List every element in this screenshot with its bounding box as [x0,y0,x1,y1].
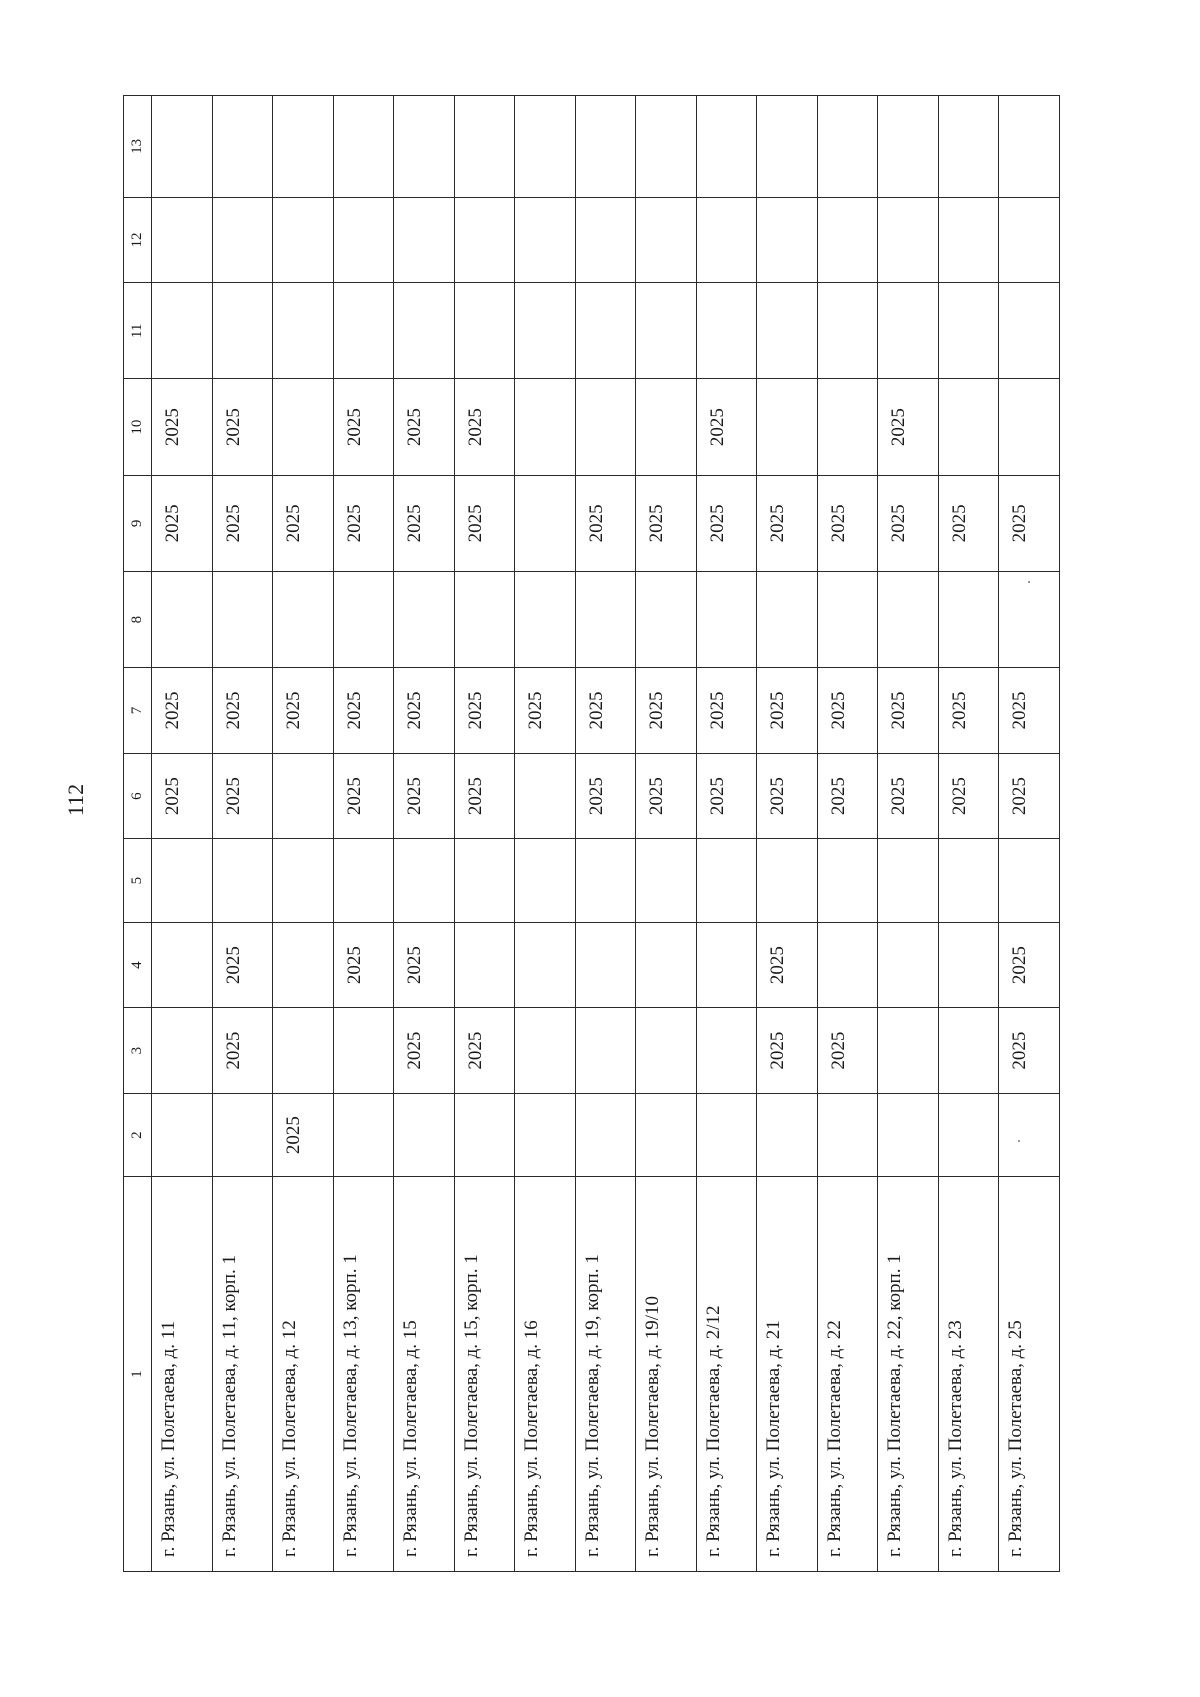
year-cell: 2025 [757,668,818,754]
year-cell [152,839,213,922]
year-cell [212,839,273,922]
year-cell [273,283,334,379]
year-cell [212,283,273,379]
year-cell [817,572,878,668]
year-cell: 2025 [212,475,273,571]
year-cell [757,839,818,922]
address-cell: г. Рязань, ул. Полетаева, д. 12 [273,1177,334,1572]
year-cell: 2025 [938,668,999,754]
year-cell [757,283,818,379]
year-cell [212,96,273,198]
address-cell: г. Рязань, ул. Полетаева, д. 19/10 [636,1177,697,1572]
year-cell: 2025 [454,668,515,754]
address-cell: г. Рязань, ул. Полетаева, д. 11 [152,1177,213,1572]
year-cell: 2025 [817,1008,878,1094]
year-cell: 2025 [212,922,273,1008]
year-cell [938,839,999,922]
year-cell [273,753,334,839]
table-row [212,96,273,1572]
year-cell: 2025 [757,475,818,571]
year-cell: 2025 [394,753,455,839]
table-row [999,96,1060,1572]
column-number-row [124,96,152,1572]
year-cell: 2025 [212,753,273,839]
year-cell [273,572,334,668]
year-cell [636,1093,697,1176]
table-row [938,96,999,1572]
column-number: 4 [124,922,152,1008]
year-cell: 2025 [394,379,455,475]
year-cell [212,572,273,668]
year-cell [454,96,515,198]
year-cell [333,1093,394,1176]
year-cell [636,572,697,668]
year-cell [394,839,455,922]
year-cell: 2025 [817,753,878,839]
year-cell [938,283,999,379]
column-number: 8 [124,572,152,668]
year-cell [394,197,455,283]
year-cell [273,96,334,198]
year-cell [575,922,636,1008]
year-cell [575,379,636,475]
year-cell [878,572,939,668]
address-cell: г. Рязань, ул. Полетаева, д. 22, корп. 1 [878,1177,939,1572]
year-cell [817,96,878,198]
year-cell [878,1093,939,1176]
year-cell [152,922,213,1008]
year-cell: 2025 [152,379,213,475]
year-cell [333,96,394,198]
page-number: 112 [63,783,88,817]
year-cell [212,1093,273,1176]
year-cell [575,1008,636,1094]
scan-speck [1028,581,1030,583]
year-cell: 2025 [333,379,394,475]
year-cell [696,839,757,922]
year-cell [757,197,818,283]
year-cell [878,283,939,379]
year-cell [999,96,1060,198]
column-number: 10 [124,379,152,475]
year-cell: 2025 [333,753,394,839]
year-cell [152,197,213,283]
year-cell: 2025 [575,668,636,754]
year-cell [636,283,697,379]
year-cell: 2025 [152,668,213,754]
year-cell [152,96,213,198]
year-cell [938,922,999,1008]
year-cell: 2025 [454,753,515,839]
year-cell [938,96,999,198]
column-number: 6 [124,753,152,839]
year-cell: 2025 [696,379,757,475]
address-cell: г. Рязань, ул. Полетаева, д. 11, корп. 1 [212,1177,273,1572]
year-cell [273,197,334,283]
column-number: 2 [124,1093,152,1176]
year-cell [273,839,334,922]
year-cell: 2025 [212,379,273,475]
year-cell [333,1008,394,1094]
year-cell: 2025 [636,753,697,839]
year-cell [696,1093,757,1176]
table-row [878,96,939,1572]
year-cell [878,197,939,283]
year-cell: 2025 [394,1008,455,1094]
year-cell [273,379,334,475]
year-cell: 2025 [696,668,757,754]
year-cell: 2025 [152,475,213,571]
year-cell [575,1093,636,1176]
table-row [394,96,455,1572]
column-number: 1 [124,1177,152,1572]
table-row [333,96,394,1572]
year-cell: 2025 [999,922,1060,1008]
year-cell [636,922,697,1008]
year-cell [515,753,576,839]
year-cell: 2025 [333,922,394,1008]
address-cell: г. Рязань, ул. Полетаева, д. 19, корп. 1 [575,1177,636,1572]
year-cell [878,1008,939,1094]
year-cell [757,379,818,475]
year-cell: 2025 [999,668,1060,754]
year-cell: 2025 [696,475,757,571]
address-cell: г. Рязань, ул. Полетаева, д. 2/12 [696,1177,757,1572]
year-cell [152,283,213,379]
year-cell [817,1093,878,1176]
year-cell [817,197,878,283]
year-cell [212,197,273,283]
year-cell [515,283,576,379]
year-cell [515,96,576,198]
table-body [152,96,1060,1572]
year-cell: 2025 [273,475,334,571]
year-cell [575,283,636,379]
year-cell [938,1008,999,1094]
year-cell: 2025 [515,668,576,754]
year-cell [999,839,1060,922]
year-cell [999,283,1060,379]
year-cell [394,283,455,379]
table-row [817,96,878,1572]
year-cell [938,572,999,668]
year-cell: 2025 [757,922,818,1008]
year-cell: 2025 [938,475,999,571]
column-number: 13 [124,96,152,198]
year-cell: 2025 [273,1093,334,1176]
year-cell: 2025 [333,475,394,571]
year-cell [757,96,818,198]
column-number: 7 [124,668,152,754]
year-cell [999,197,1060,283]
year-cell [696,96,757,198]
year-cell: 2025 [938,753,999,839]
year-cell [757,1093,818,1176]
year-cell [757,572,818,668]
year-cell: 2025 [454,475,515,571]
year-cell [515,379,576,475]
year-cell [454,1093,515,1176]
year-cell: 2025 [454,1008,515,1094]
year-cell [394,96,455,198]
year-cell: 2025 [817,668,878,754]
year-cell: 2025 [394,922,455,1008]
column-number: 12 [124,197,152,283]
year-cell: 2025 [696,753,757,839]
year-cell [938,379,999,475]
scan-speck [1018,1140,1020,1142]
year-cell [515,1093,576,1176]
table-row [696,96,757,1572]
year-cell [333,283,394,379]
year-cell [394,1093,455,1176]
table-row [636,96,697,1572]
address-cell: г. Рязань, ул. Полетаева, д. 21 [757,1177,818,1572]
year-cell [817,379,878,475]
year-cell: 2025 [212,668,273,754]
year-cell: 2025 [454,379,515,475]
address-cell: г. Рязань, ул. Полетаева, д. 16 [515,1177,576,1572]
year-cell: 2025 [333,668,394,754]
year-cell [273,1008,334,1094]
year-cell: 2025 [878,753,939,839]
year-cell: 2025 [394,668,455,754]
year-cell: 2025 [999,1008,1060,1094]
address-cell: г. Рязань, ул. Полетаева, д. 15, корп. 1 [454,1177,515,1572]
table-row [757,96,818,1572]
year-cell: 2025 [394,475,455,571]
year-cell: 2025 [152,753,213,839]
table-row [152,96,213,1572]
address-cell: г. Рязань, ул. Полетаева, д. 22 [817,1177,878,1572]
year-cell [817,283,878,379]
year-cell [454,572,515,668]
year-cell [636,96,697,198]
year-cell [394,572,455,668]
year-cell [696,283,757,379]
year-cell [333,839,394,922]
year-cell: 2025 [575,753,636,839]
year-cell: 2025 [999,475,1060,571]
column-number: 11 [124,283,152,379]
year-cell [333,197,394,283]
year-cell [515,839,576,922]
year-cell [333,572,394,668]
year-cell: 2025 [636,668,697,754]
table-row [273,96,334,1572]
column-number: 5 [124,839,152,922]
year-cell [454,839,515,922]
column-number: 3 [124,1008,152,1094]
table-row [515,96,576,1572]
year-cell [636,197,697,283]
year-cell [999,1093,1060,1176]
year-cell [878,922,939,1008]
year-cell [999,572,1060,668]
year-cell [454,283,515,379]
year-cell [999,379,1060,475]
year-cell [515,1008,576,1094]
column-number: 9 [124,475,152,571]
year-cell [938,197,999,283]
year-cell [515,475,576,571]
year-cell: 2025 [212,1008,273,1094]
table-row [575,96,636,1572]
year-cell [454,197,515,283]
year-cell [575,96,636,198]
year-cell: 2025 [999,753,1060,839]
year-cell [575,839,636,922]
year-cell [938,1093,999,1176]
table-container [123,95,1048,1572]
year-cell [696,922,757,1008]
year-cell: 2025 [878,379,939,475]
year-cell [273,922,334,1008]
year-cell [696,572,757,668]
year-cell: 2025 [817,475,878,571]
year-cell: 2025 [878,475,939,571]
year-cell [152,572,213,668]
year-cell [636,839,697,922]
year-cell [152,1008,213,1094]
year-cell: 2025 [636,475,697,571]
year-cell [878,96,939,198]
year-cell [878,839,939,922]
year-cell [515,572,576,668]
address-cell: г. Рязань, ул. Полетаева, д. 15 [394,1177,455,1572]
table-row [454,96,515,1572]
year-cell: 2025 [757,1008,818,1094]
year-cell [696,1008,757,1094]
year-cell [515,197,576,283]
address-cell: г. Рязань, ул. Полетаева, д. 13, корп. 1 [333,1177,394,1572]
year-cell [575,572,636,668]
year-cell: 2025 [273,668,334,754]
year-cell: 2025 [878,668,939,754]
year-cell [575,197,636,283]
year-cell [817,839,878,922]
year-cell [152,1093,213,1176]
year-cell [636,379,697,475]
year-cell [696,197,757,283]
year-cell: 2025 [757,753,818,839]
year-cell [454,922,515,1008]
address-cell: г. Рязань, ул. Полетаева, д. 23 [938,1177,999,1572]
year-cell [636,1008,697,1094]
year-cell [817,922,878,1008]
year-cell: 2025 [575,475,636,571]
repair-schedule-table [123,95,1060,1572]
address-cell: г. Рязань, ул. Полетаева, д. 25 [999,1177,1060,1572]
year-cell [515,922,576,1008]
